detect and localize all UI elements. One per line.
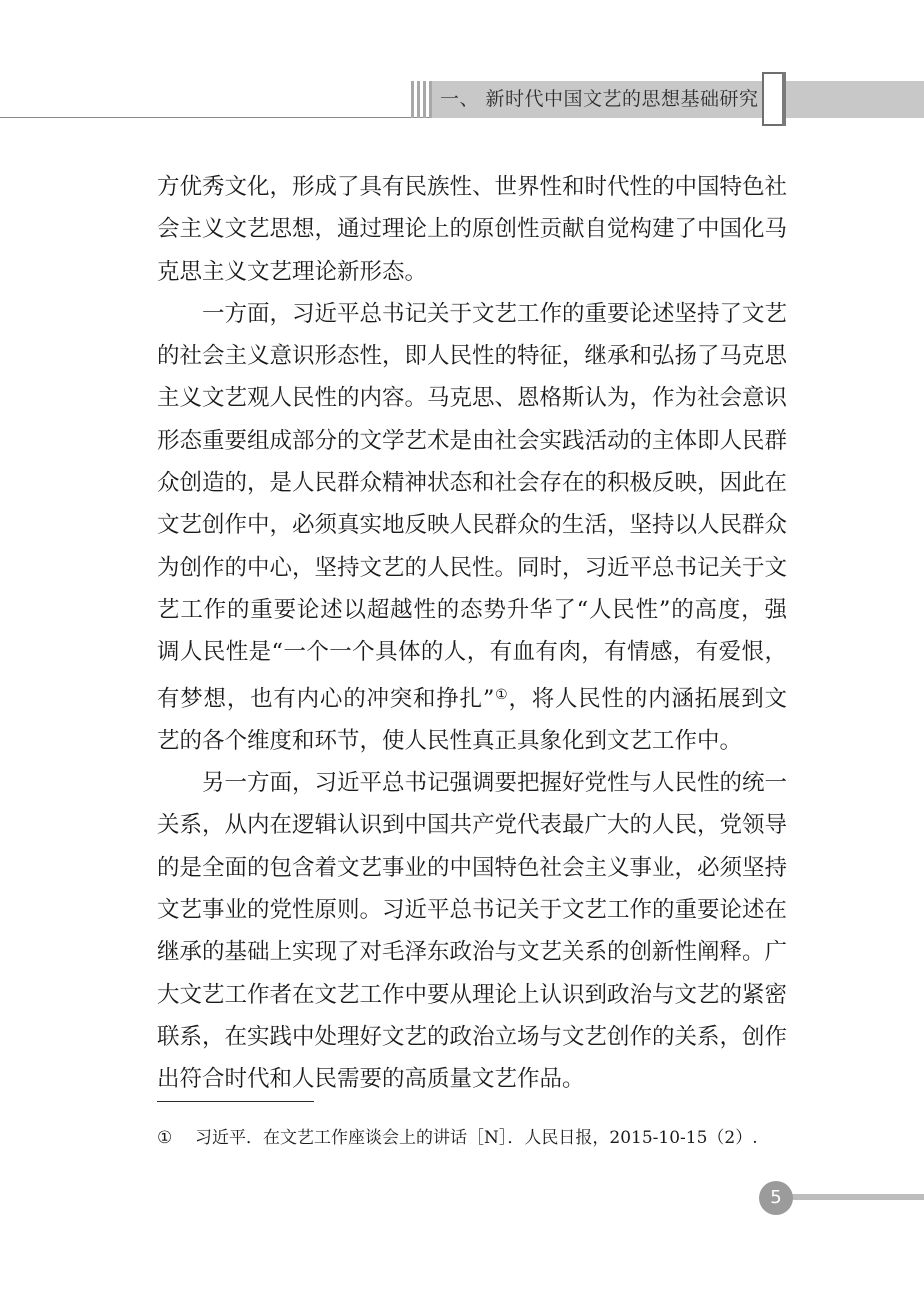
footnote (157, 1126, 797, 1150)
header-bracket-ornament (762, 72, 784, 126)
footnote-mark: ① (157, 1128, 173, 1148)
header-rule (0, 117, 432, 118)
paragraph-continued: 方优秀文化，形成了具有民族性、世界性和时代性的中国特色社会主义文艺思想，通过理论上的原创性贡献自觉构建了中国化马克思主义文艺理论新形态。 (157, 174, 788, 285)
paragraph-other-side: 另一方面，习近平总书记强调要把握好党性与人民性的统一关系，从内在逻辑认识到中国共产党代表最广大的人民，党领导的是全面的包含着文艺事业的中国特色社会主义事业，必须坚持文艺事业的党性原则。习近平总书记关于文艺工作的重要论述在继承的基础上实现了对毛泽东政治与文艺关系的创新性阐释。广大文艺工作者在文艺工作中要从理论上认识到政治与文艺的紧密联系，在实践中处理好文艺的政治立场与文艺创作的关系，创作出符合时代和人民需要的高质量文艺作品。 (157, 770, 788, 1093)
footnote-divider (157, 1101, 314, 1102)
footnote-reference[interactable]: ① (494, 686, 509, 703)
paragraph-one-side (157, 293, 787, 762)
footnote-text: 习近平．在文艺工作座谈会上的讲话［N］．人民日报，2015-10-15（2）. (195, 1128, 758, 1148)
page-number: 5 (759, 1181, 793, 1215)
body-text (157, 166, 787, 1101)
running-header-title: 一、 新时代中国文艺的思想基础研究 (440, 88, 759, 110)
page-number-rule (790, 1194, 924, 1200)
paragraph-text: 一方面，习近平总书记关于文艺工作的重要论述坚持了文艺的社会主义意识形态性，即人民性的特征，继承和弘扬了马克思主义文艺观人民性的内容。马克思、恩格斯认为，作为社会意识形态重要组成部分的文学艺术是由社会实践活动的主体即人民群众创造的，是人民群众精神状态和社会存在的积极反映，因此在文艺创作中，必须真实地反映人民群众的生活，坚持以人民群众为创作的中心，坚持文艺的人民性。同时，习近平总书记关于文艺工作的重要论述以超越性的态势升华了“人民性”的高度，强调人民性是“一个一个具体的人，有血有肉，有情感，有爱恨，有梦想，也有内心的冲突和挣扎” (157, 300, 788, 712)
header-stripes (411, 81, 432, 118)
paragraph-text: ，将人民性的内涵拓展到文艺的各个维度和环节，使人民性真正具象化到文艺工作中。 (157, 685, 787, 754)
